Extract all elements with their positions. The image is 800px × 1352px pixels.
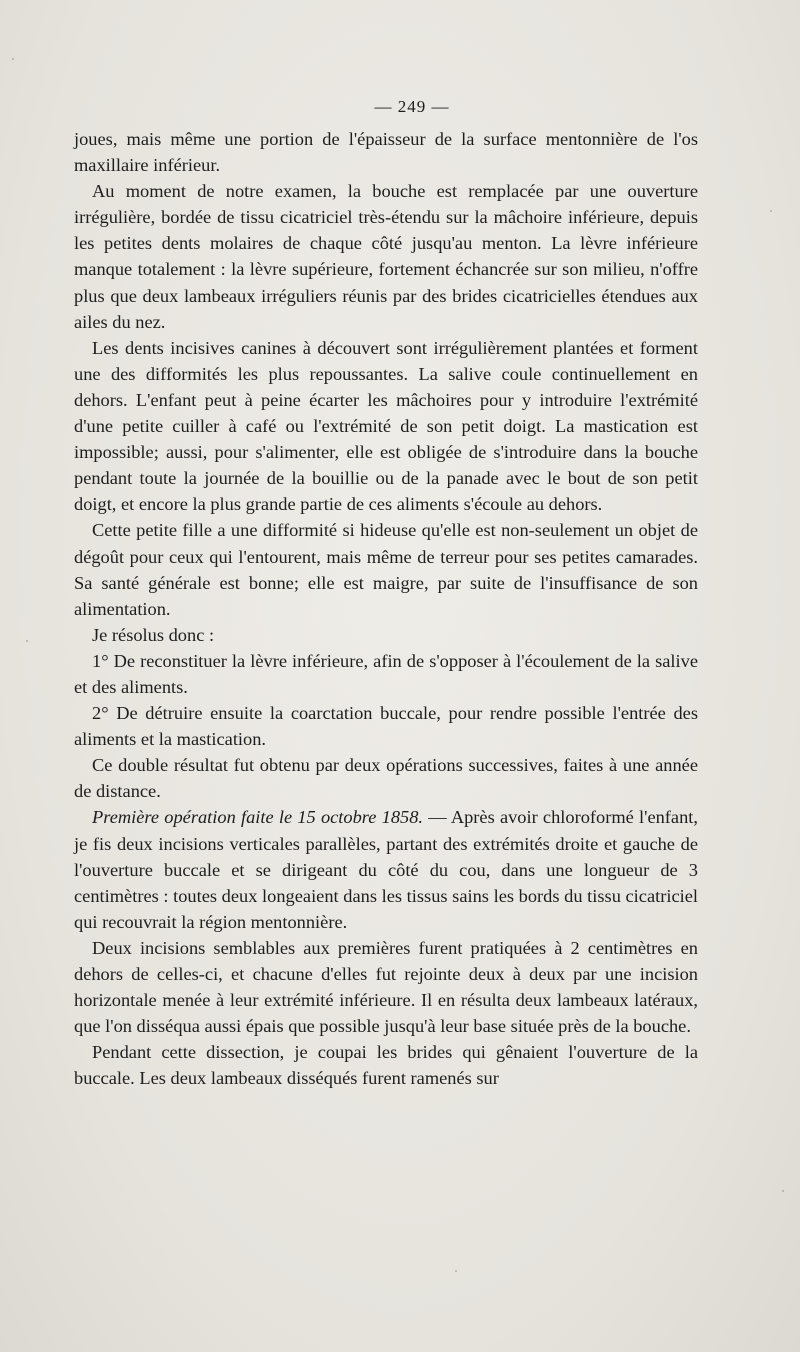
operation-text: — Après avoir chloroformé l'enfant, je fis deux incisions verticales parallèles, partant des extrémités droite et gauche de l'ouverture buccale et se dirigeant du côté du cou, dans une longueur de 3 centimètres : toutes deux longeaient dans les tissus sains les bords du tissu cicatriciel qui recouvrait la région mentonnière. [74,807,698,932]
paper-speck [12,58,14,60]
paper-speck [770,210,772,212]
paper-speck [455,1270,457,1272]
paragraph-point-2: 2° De détruire ensuite la coarctation buccale, pour rendre possible l'entrée des aliments et la mastication. [74,703,698,750]
paragraph-continuation: joues, mais même une portion de l'épaisseur de la surface mentonnière de l'os maxillaire inférieur. [74,129,698,176]
paper-speck [782,1190,784,1192]
body-text [74,126,698,1091]
paragraph-dissection: Pendant cette dissection, je coupai les brides qui gênaient l'ouverture de la buccale. Les deux lambeaux disséqués furent ramenés sur [74,1042,698,1089]
paragraph-difformite: Cette petite fille a une difformité si hideuse qu'elle est non-seulement un objet de dégoût pour ceux qui l'entourent, mais même de terreur pour ses petites camarades. Sa santé générale est bonne; elle est maigre, par suite de l'insuffisance de son alimentation. [74,520,698,619]
paragraph-resolution: Je résolus donc : [92,624,215,645]
paragraph-incisions: Deux incisions semblables aux premières furent pratiquées à 2 centimètres en dehors de celles-ci, et chacune d'elles fut rejointe deux à deux par une incision horizontale menée à leur extrémité inférieure. Il en résulta deux lambeaux latéraux, que l'on disséqua aussi épais que possible jusqu'à leur base située près de la bouche. [74,937,698,1037]
paragraph-dents: Les dents incisives canines à découvert sont irrégulièrement plantées et forment une des difformités les plus repoussantes. La salive coule continuellement en dehors. L'enfant peut à peine écarter les mâchoires pour y introduire l'extrémité d'une petite cuiller à café ou l'extrémité de son petit doigt. La mastication est impossible; aussi, pour s'alimenter, elle est obligée de s'introduire dans la bouche pendant toute la journée de la bouillie ou de la panade avec le bout de son petit doigt, et encore la plus grande partie de ces aliments s'écoule au dehors. [74,337,698,515]
paragraph-point-1: 1° De reconstituer la lèvre inférieure, afin de s'opposer à l'écoulement de la salive et des aliments. [74,650,698,697]
paragraph-premiere-operation [74,804,698,934]
page-number: — 249 — [374,97,450,116]
paragraph-resultat: Ce double résultat fut obtenu par deux opérations successives, faites à une année de distance. [74,755,698,802]
paper-speck [26,640,28,642]
paragraph-examen: Au moment de notre examen, la bouche est remplacée par une ouverture irrégulière, bordée de tissu cicatriciel très-étendu sur la mâchoire inférieure, depuis les petites dents molaires de chaque côté jusqu'au menton. La lèvre inférieure manque totalement : la lèvre supérieure, fortement échancrée sur son milieu, n'offre plus que deux lambeaux irréguliers réunis par des brides cicatricielles étendues aux ailes du nez. [74,181,698,332]
operation-heading: Première opération faite le 15 octobre 1858. [92,807,424,828]
